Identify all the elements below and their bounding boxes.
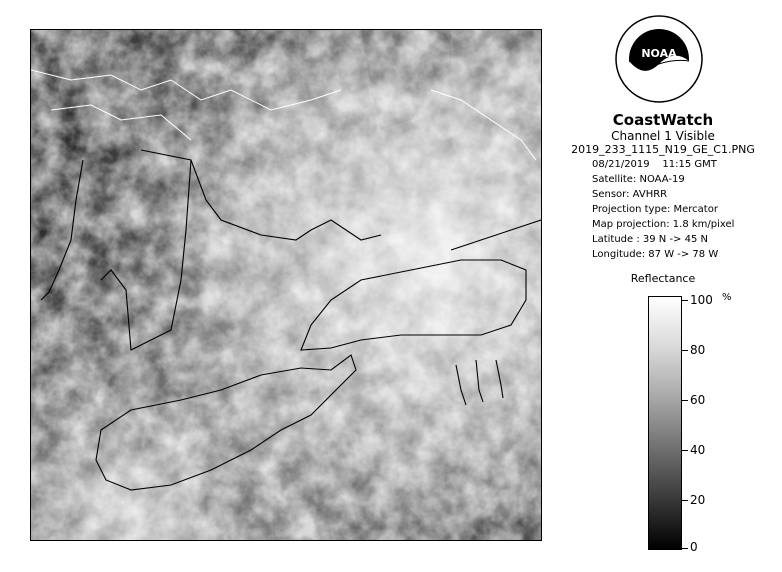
longitude-label: Longitude: 87 W -> 78 W [592, 249, 719, 260]
time-label: 11:15 GMT [662, 159, 717, 170]
projection-type-label: Projection type: Mercator [592, 204, 718, 215]
scale-tick [682, 450, 688, 451]
scale-tick-label: 20 [690, 493, 706, 507]
scale-tick [682, 400, 688, 401]
map-projection-label: Map projection: 1.8 km/pixel [592, 219, 735, 230]
scale-tick [682, 350, 688, 351]
reflectance-colorbar [648, 296, 682, 550]
scale-tick-label: 100 [690, 293, 713, 307]
scale-tick [682, 500, 688, 501]
scale-tick [682, 300, 688, 301]
noaa-logo [614, 14, 704, 104]
logo-name: NOAA [641, 47, 677, 60]
satellite-label: Satellite: NOAA-19 [592, 174, 685, 185]
scale-tick-label: 60 [690, 393, 706, 407]
scale-title: Reflectance [630, 272, 696, 285]
scale-tick [682, 548, 688, 549]
brand-title: CoastWatch [612, 111, 714, 129]
map-svg [31, 30, 542, 541]
cloud-texture-fine [31, 30, 542, 541]
scale-tick-label: 80 [690, 343, 706, 357]
info-panel [558, 112, 768, 262]
filename-label: 2019_233_1115_N19_GE_C1.PNG [571, 143, 755, 156]
channel-label: Channel 1 Visible [611, 129, 715, 143]
scale-unit: % [722, 292, 732, 303]
datetime-row [592, 157, 768, 172]
date-label: 08/21/2019 [592, 159, 650, 170]
satellite-image [30, 29, 542, 541]
scale-tick-label: 0 [690, 540, 698, 554]
latitude-label: Latitude : 39 N -> 45 N [592, 234, 708, 245]
sensor-label: Sensor: AVHRR [592, 189, 668, 200]
scale-tick-label: 40 [690, 443, 706, 457]
